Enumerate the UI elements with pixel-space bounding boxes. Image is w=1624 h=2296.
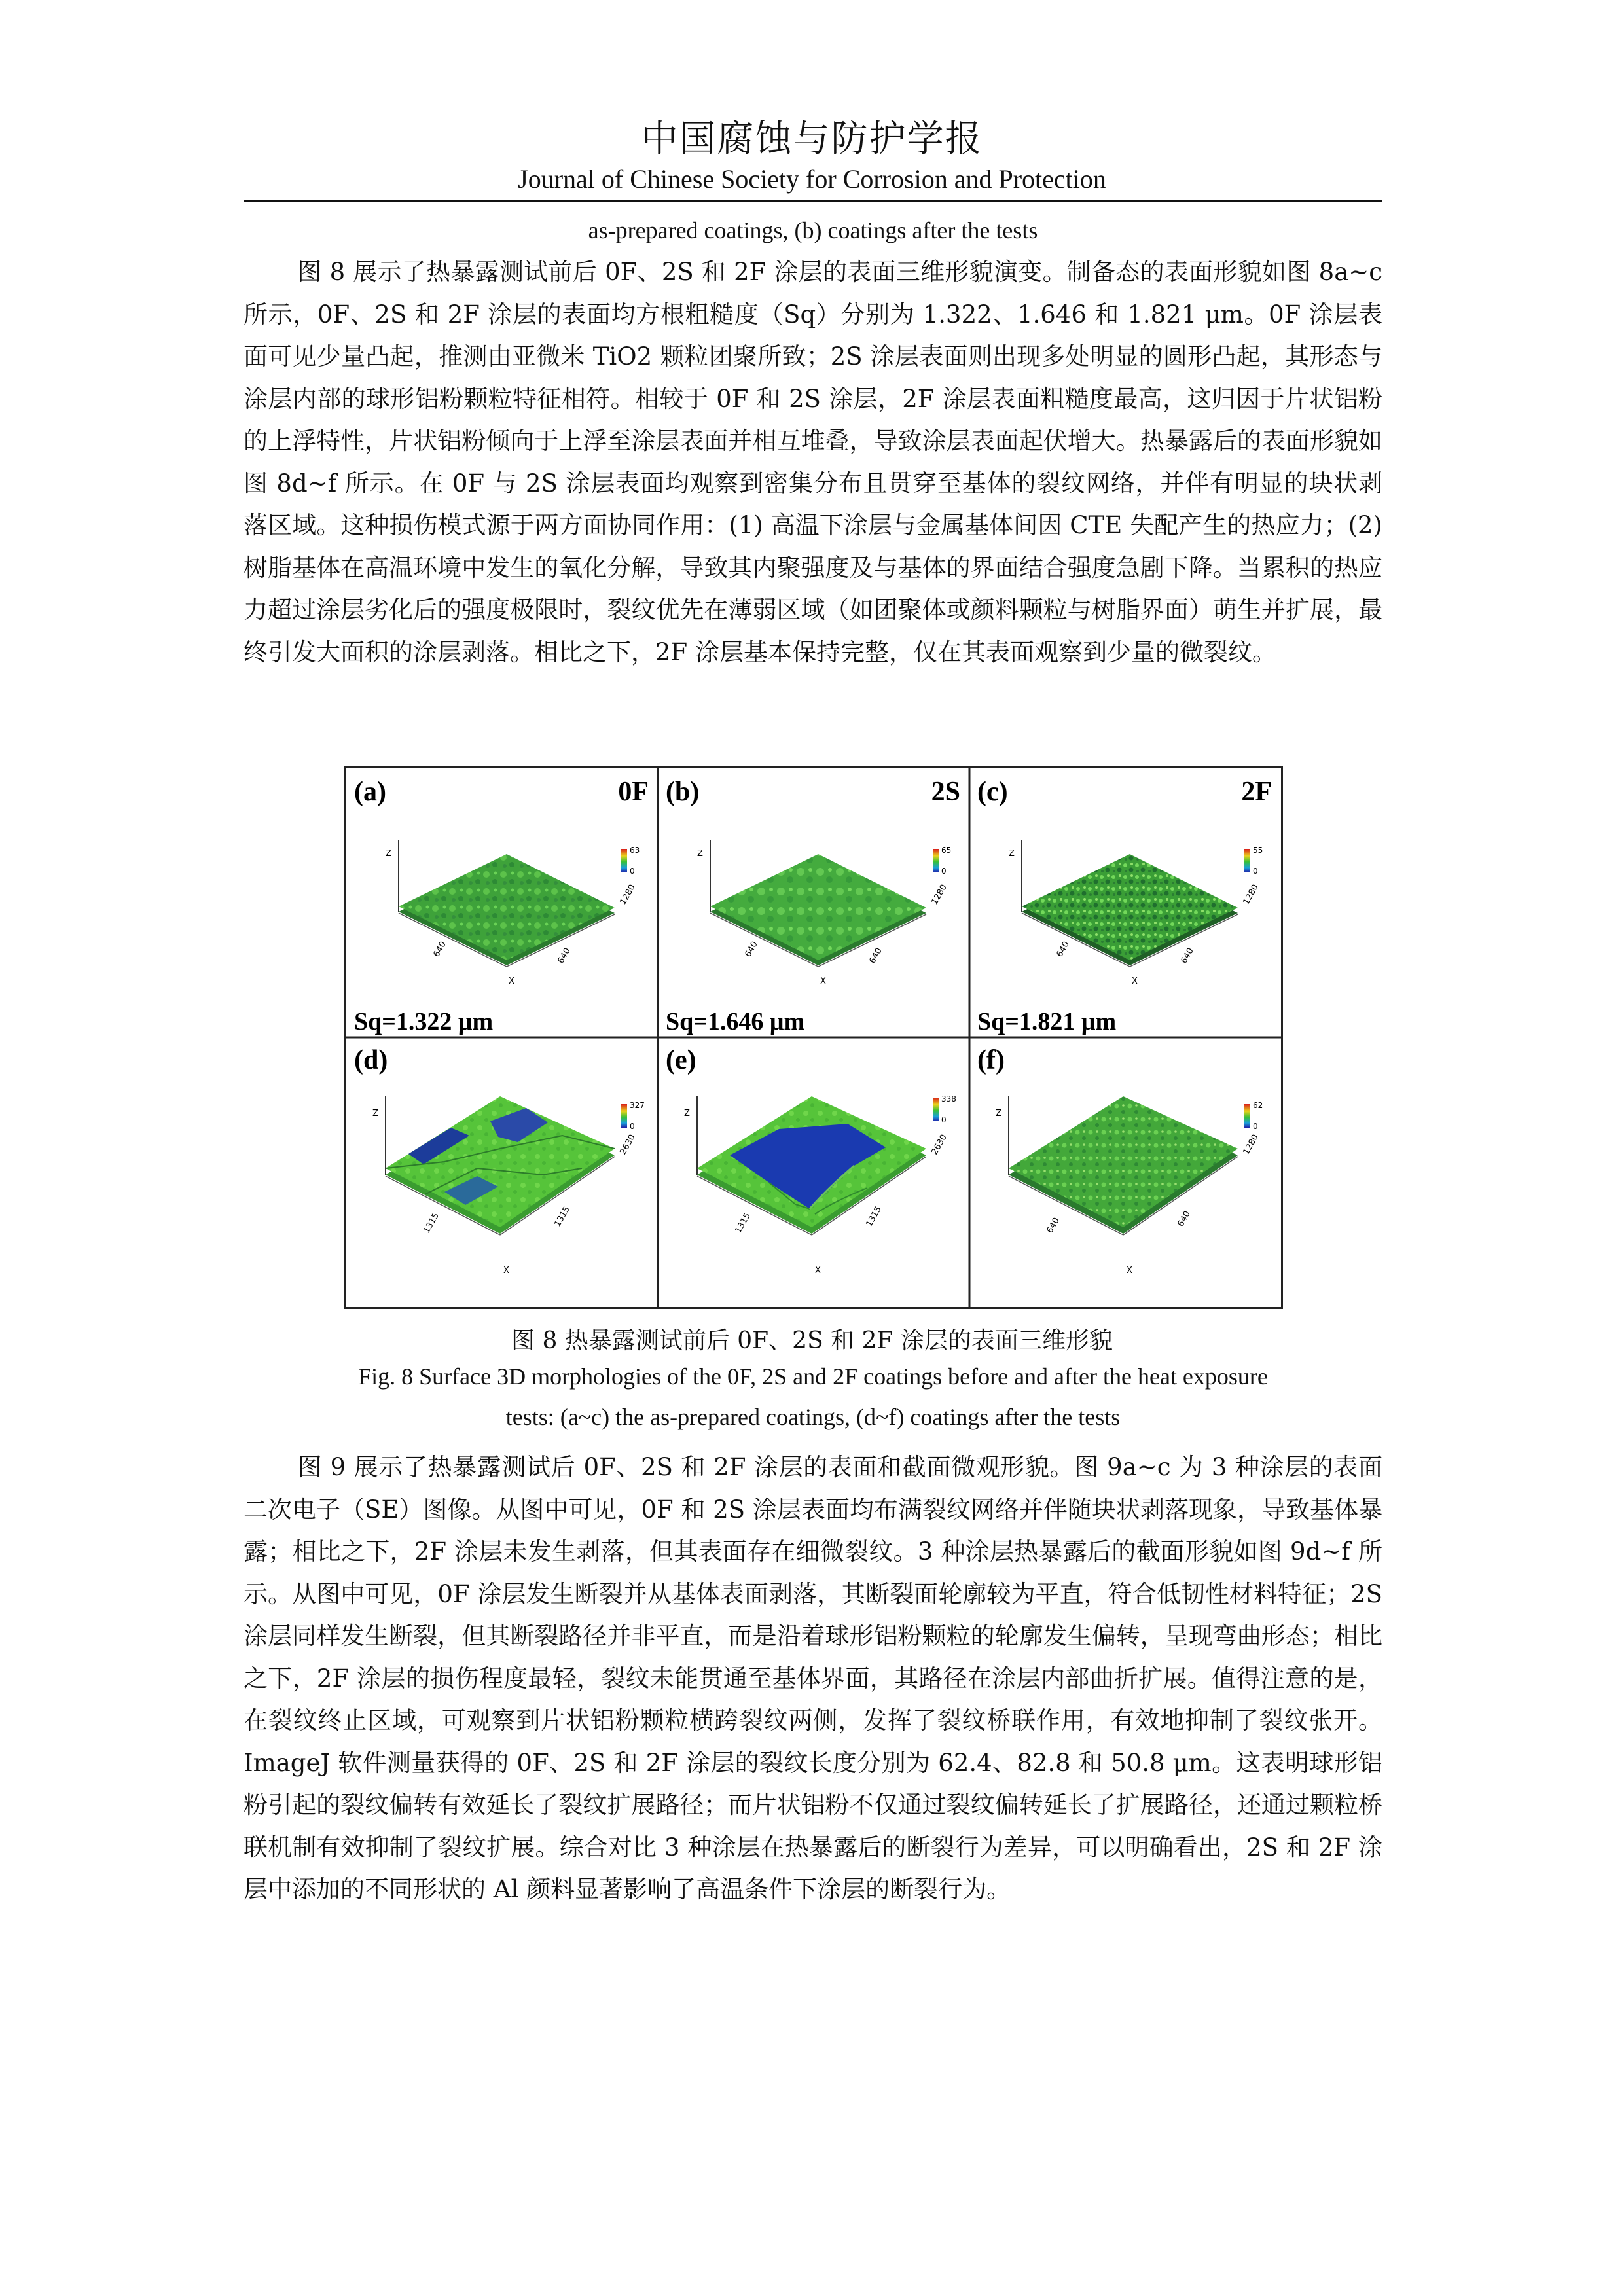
panel-b-scale-max: 65 bbox=[941, 846, 952, 855]
panel-c-axis-z: Z bbox=[1009, 849, 1015, 859]
panel-b-surface bbox=[710, 854, 926, 960]
panel-c-tick-3: 1280 bbox=[1241, 882, 1261, 906]
panel-f-letter: (f) bbox=[977, 1045, 1005, 1075]
panel-c-letter: (c) bbox=[977, 777, 1008, 807]
panel-a-sample: 0F bbox=[618, 777, 649, 807]
panel-b-scale-min: 0 bbox=[941, 867, 947, 876]
panel-a-color-scale bbox=[621, 849, 627, 872]
panel-d-scale-min: 0 bbox=[630, 1122, 635, 1131]
panel-b bbox=[666, 777, 960, 1035]
panel-c-color-scale bbox=[1244, 849, 1250, 872]
panel-b-color-scale bbox=[933, 849, 939, 872]
panel-a-scale-max: 63 bbox=[630, 846, 640, 855]
panel-e-scale-min: 0 bbox=[941, 1115, 947, 1124]
panel-b-tick-2: 640 bbox=[867, 946, 884, 965]
journal-title-cn: 中国腐蚀与防护学报 bbox=[641, 118, 983, 160]
panel-c-sample: 2F bbox=[1241, 777, 1272, 807]
figure-caption-cn: 图 8 热暴露测试前后 0F、2S 和 2F 涂层的表面三维形貌 bbox=[511, 1327, 1113, 1354]
panel-d-tick-3: 2630 bbox=[618, 1132, 638, 1157]
panel-c-tick-2: 640 bbox=[1179, 946, 1196, 965]
panel-b-axis-x: X bbox=[820, 977, 826, 986]
panel-e-tick-3: 2630 bbox=[929, 1132, 950, 1157]
panel-c-scale-min: 0 bbox=[1253, 867, 1258, 876]
panel-a-tick-2: 640 bbox=[556, 946, 573, 965]
panel-b-sq: Sq=1.646 μm bbox=[666, 1008, 805, 1035]
panel-f-tick-3: 1280 bbox=[1241, 1132, 1261, 1157]
paragraph-1 bbox=[244, 251, 1382, 673]
panel-c-sq: Sq=1.821 μm bbox=[977, 1008, 1117, 1035]
figure-caption-en-line1: Fig. 8 Surface 3D morphologies of the 0F, 2S and 2F coatings before and after the heat exposure bbox=[358, 1363, 1268, 1390]
panel-d-color-scale bbox=[621, 1104, 627, 1128]
figure-8-svg bbox=[346, 768, 1281, 1307]
panel-e-letter: (e) bbox=[666, 1045, 696, 1075]
panel-d-tick-2: 1315 bbox=[552, 1204, 573, 1229]
paragraph-2 bbox=[244, 1446, 1382, 1911]
journal-title-en: Journal of Chinese Society for Corrosion and Protection bbox=[518, 164, 1106, 194]
panel-a-letter: (a) bbox=[354, 777, 386, 807]
panel-b-letter: (b) bbox=[666, 777, 700, 807]
panel-a-axis-z: Z bbox=[386, 849, 391, 859]
panel-b-tick-1: 640 bbox=[743, 939, 760, 959]
panel-c-surface bbox=[1022, 854, 1238, 960]
panel-f-scale-max: 62 bbox=[1253, 1101, 1263, 1110]
panel-f-tick-2: 640 bbox=[1176, 1209, 1193, 1229]
panel-f-surface bbox=[1009, 1096, 1238, 1227]
panel-d bbox=[354, 1045, 645, 1276]
panel-f-color-scale bbox=[1244, 1104, 1250, 1128]
paragraph-1-text: 图 8 展示了热暴露测试前后 0F、2S 和 2F 涂层的表面三维形貌演变。制备态的表面形貌如图 8a~c 所示，0F、2S 和 2F 涂层的表面均方根粗糙度（Sq）分别为 1.322、1.646 和 1.821 μm。0F 涂层表面可见少量凸起，推测由亚微米 TiO2 颗粒团聚所致；2S 涂层表面则出现多处明显的圆形凸起，其形态与涂层内部的球形铝粉颗粒特征相符。相较于 0F 和 2S 涂层，2F 涂层表面粗糙度最高，这归因于片状铝粉的上浮特性，片状铝粉倾向于上浮至涂层表面并相互堆叠，导致涂层表面起伏增大。热暴露后的表面形貌如图 8d~f 所示。在 0F 与 2S 涂层表面均观察到密集分布且贯穿至基体的裂纹网络，并伴有明显的块状剥落区域。这种损伤模式源于两方面协同作用：(1) 高温下涂层与金属基体间因 CTE 失配产生的热应力；(2) 树脂基体在高温环境中发生的氧化分解，导致其内聚强度及与基体的界面结合强度急剧下降。当累积的热应力超过涂层劣化后的强度极限时，裂纹优先在薄弱区域（如团聚体或颜料颗粒与树脂界面）萌生并扩展，最终引发大面积的涂层剥落。相比之下，2F 涂层基本保持完整，仅在其表面观察到少量的微裂纹。 bbox=[244, 258, 1382, 666]
panel-a-surface bbox=[399, 854, 615, 960]
header-rule bbox=[244, 200, 1382, 202]
panel-e-axis-z: Z bbox=[684, 1109, 690, 1119]
panel-c bbox=[977, 777, 1272, 1035]
panel-e-scale-max: 338 bbox=[941, 1094, 956, 1103]
panel-f-scale-min: 0 bbox=[1253, 1122, 1258, 1131]
panel-f bbox=[977, 1045, 1263, 1276]
panel-c-axis-x: X bbox=[1132, 977, 1138, 986]
paragraph-2-text: 图 9 展示了热暴露测试后 0F、2S 和 2F 涂层的表面和截面微观形貌。图 9a~c 为 3 种涂层的表面二次电子（SE）图像。从图中可见，0F 和 2S 涂层表面均布满裂纹网络并伴随块状剥落现象，导致基体暴露；相比之下，2F 涂层未发生剥落，但其表面存在细微裂纹。3 种涂层热暴露后的截面形貌如图 9d~f 所示。从图中可见，0F 涂层发生断裂并从基体表面剥落，其断裂面轮廓较为平直，符合低韧性材料特征；2S 涂层同样发生断裂，但其断裂路径并非平直，而是沿着球形铝粉颗粒的轮廓发生偏转，呈现弯曲形态；相比之下，2F 涂层的损伤程度最轻，裂纹未能贯通至基体界面，其路径在涂层内部曲折扩展。值得注意的是，在裂纹终止区域，可观察到片状铝粉颗粒横跨裂纹两侧，发挥了裂纹桥联作用，有效地抑制了裂纹张开。ImageJ 软件测量获得的 0F、2S 和 2F 涂层的裂纹长度分别为 62.4、82.8 和 50.8 μm。这表明球形铝粉引起的裂纹偏转有效延长了裂纹扩展路径；而片状铝粉不仅通过裂纹偏转延长了扩展路径，还通过颗粒桥联机制有效抑制了裂纹扩展。综合对比 3 种涂层在热暴露后的断裂行为差异，可以明确看出，2S 和 2F 涂层中添加的不同形状的 Al 颜料显著影响了高温条件下涂层的断裂行为。 bbox=[244, 1453, 1382, 1903]
panel-c-scale-max: 55 bbox=[1253, 846, 1263, 855]
panel-e-axis-x: X bbox=[815, 1266, 821, 1276]
panel-a-tick-3: 1280 bbox=[618, 882, 638, 906]
panel-f-axis-z: Z bbox=[996, 1109, 1001, 1119]
figure-caption-en-line2: tests: (a~c) the as-prepared coatings, (d~f) coatings after the tests bbox=[505, 1404, 1121, 1430]
panel-e-color-scale bbox=[933, 1098, 939, 1121]
panel-e-tick-2: 1315 bbox=[864, 1204, 884, 1229]
panel-c-tick-1: 640 bbox=[1055, 939, 1072, 959]
previous-caption-tail: as-prepared coatings, (b) coatings after the tests bbox=[588, 217, 1038, 243]
panel-f-tick-1: 640 bbox=[1045, 1215, 1062, 1235]
panel-d-tick-1: 1315 bbox=[422, 1211, 442, 1235]
panel-e bbox=[666, 1045, 956, 1276]
panel-d-axis-z: Z bbox=[372, 1109, 378, 1119]
panel-e-tick-1: 1315 bbox=[733, 1211, 753, 1235]
panel-d-letter: (d) bbox=[354, 1045, 388, 1075]
panel-b-tick-3: 1280 bbox=[929, 882, 950, 906]
panel-a-axis-x: X bbox=[509, 977, 514, 986]
panel-d-axis-x: X bbox=[503, 1266, 509, 1276]
panel-b-axis-z: Z bbox=[697, 849, 703, 859]
panel-d-scale-max: 327 bbox=[630, 1101, 645, 1110]
panel-a-tick-1: 640 bbox=[431, 939, 448, 959]
figure-8 bbox=[344, 766, 1283, 1309]
panel-a bbox=[354, 777, 649, 1035]
panel-f-axis-x: X bbox=[1127, 1266, 1132, 1276]
panel-a-sq: Sq=1.322 μm bbox=[354, 1008, 494, 1035]
panel-a-scale-min: 0 bbox=[630, 867, 635, 876]
panel-b-sample: 2S bbox=[931, 777, 960, 807]
